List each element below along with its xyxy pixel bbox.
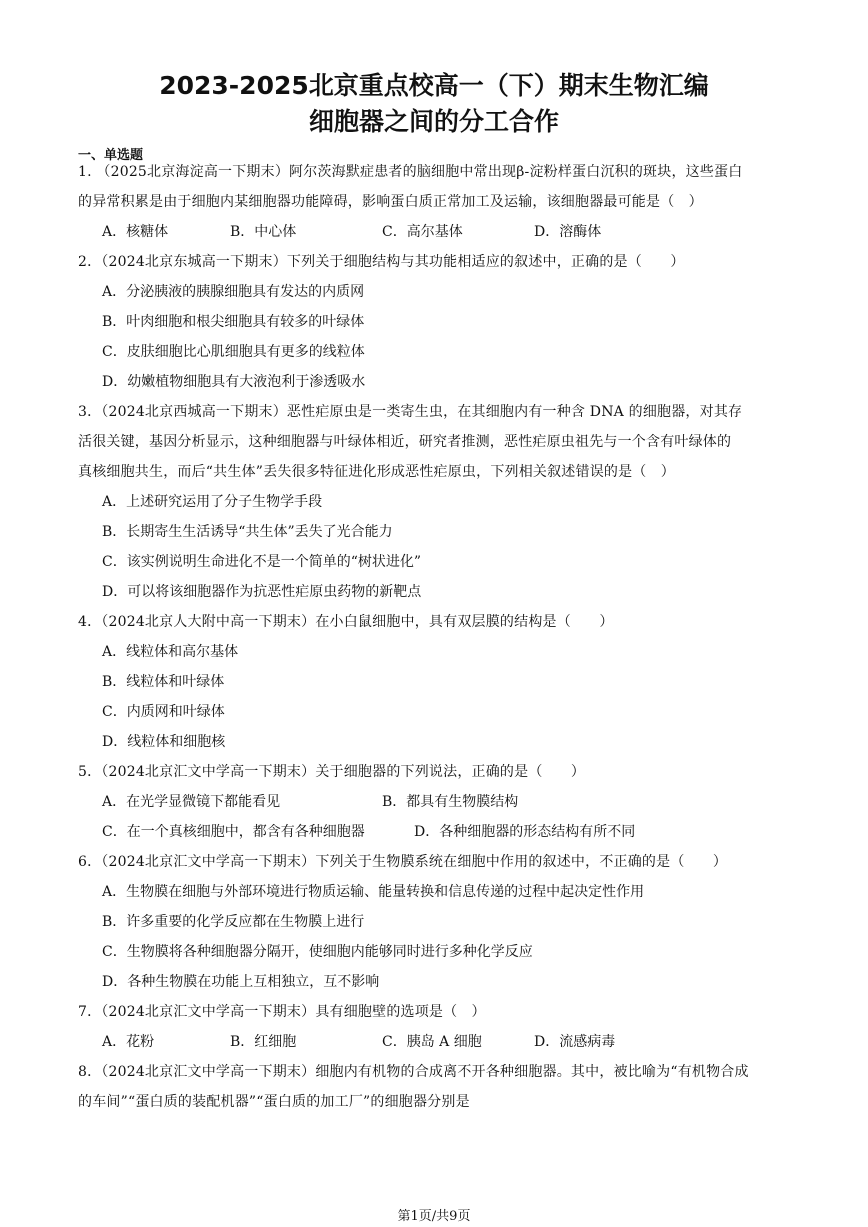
- question-7-option-a: A．花粉: [102, 1034, 155, 1050]
- question-2-option-b: B．叶肉细胞和根尖细胞具有较多的叶绿体: [102, 314, 365, 330]
- page-number: 第1页/共9页: [397, 1209, 471, 1224]
- question-1-option-d: D．溶酶体: [534, 224, 602, 240]
- page-title: 2023-2025北京重点校高一（下）期末生物汇编: [159, 71, 709, 100]
- question-8-line-1: 8．（2024北京汇文中学高一下期末）细胞内有机物的合成离不开各种细胞器。其中，被比喻为“有机物合成: [78, 1064, 749, 1080]
- question-5-option-c: C．在一个真核细胞中，都含有各种细胞器: [102, 824, 365, 840]
- question-6-option-b: B．许多重要的化学反应都在生物膜上进行: [102, 914, 365, 930]
- question-8-line-2: 的车间”“蛋白质的装配机器”“蛋白质的加工厂”的细胞器分别是: [78, 1094, 470, 1110]
- question-7-option-d: D．流感病毒: [534, 1034, 616, 1050]
- question-3-option-c: C．该实例说明生命进化不是一个简单的“树状进化”: [102, 554, 422, 570]
- question-7-option-c: C．胰岛 A 细胞: [382, 1034, 482, 1050]
- question-3-line-1: 3．（2024北京西城高一下期末）恶性疟原虫是一类寄生虫，在其细胞内有一种含 DNA 的细胞器，对其存: [78, 404, 743, 420]
- question-1-line-1: 1. （2025北京海淀高一下期末）阿尔茨海默症患者的脑细胞中常出现β-淀粉样蛋白沉积的斑块，这些蛋白: [78, 164, 743, 180]
- question-4-option-c: C．内质网和叶绿体: [102, 704, 225, 720]
- question-5-option-a: A．在光学显微镜下都能看见: [102, 794, 281, 810]
- question-5-option-d: D．各种细胞器的形态结构有所不同: [414, 824, 636, 840]
- question-4-line-1: 4．（2024北京人大附中高一下期末）在小白鼠细胞中，具有双层膜的结构是（ ）: [78, 614, 614, 630]
- question-4-option-b: B．线粒体和叶绿体: [102, 674, 225, 690]
- page-subtitle: 细胞器之间的分工合作: [308, 107, 559, 136]
- question-3-line-2: 活很关键，基因分析显示，这种细胞器与叶绿体相近，研究者推测，恶性疟原虫祖先与一个含有叶绿体的: [78, 434, 732, 450]
- question-2-option-c: C．皮肤细胞比心肌细胞具有更多的线粒体: [102, 344, 365, 360]
- question-4-option-a: A．线粒体和高尔基体: [102, 644, 239, 660]
- question-3-option-b: B．长期寄生生活诱导“共生体”丢失了光合能力: [102, 524, 393, 540]
- question-1-line-2: 的异常积累是由于细胞内某细胞器功能障碍，影响蛋白质正常加工及运输，该细胞器最可能是（ ）: [78, 194, 703, 210]
- question-1-option-a: A．核糖体: [102, 224, 169, 240]
- question-3-line-3: 真核细胞共生，而后“共生体”丢失很多特征进化形成恶性疟原虫，下列相关叙述错误的是（ ）: [78, 464, 675, 480]
- question-5-line-1: 5．（2024北京汇文中学高一下期末）关于细胞器的下列说法，正确的是（ ）: [78, 764, 586, 780]
- question-3-option-a: A．上述研究运用了分子生物学手段: [102, 494, 323, 510]
- question-7-option-b: B．红细胞: [230, 1034, 297, 1050]
- question-6-option-d: D．各种生物膜在功能上互相独立，互不影响: [102, 974, 380, 990]
- question-7-line-1: 7．（2024北京汇文中学高一下期末）具有细胞壁的选项是（ ）: [78, 1004, 486, 1020]
- question-6-line-1: 6．（2024北京汇文中学高一下期末）下列关于生物膜系统在细胞中作用的叙述中，不正确的是（ ）: [78, 854, 728, 870]
- question-3-option-d: D．可以将该细胞器作为抗恶性疟原虫药物的新靶点: [102, 584, 422, 600]
- question-2-option-d: D．幼嫩植物细胞具有大液泡利于渗透吸水: [102, 374, 366, 390]
- question-2-option-a: A．分泌胰液的胰腺细胞具有发达的内质网: [102, 284, 365, 300]
- question-2-line-1: 2．（2024北京东城高一下期末）下列关于细胞结构与其功能相适应的叙述中，正确的是（ ）: [78, 254, 685, 270]
- section-heading: 一、单选题: [78, 148, 144, 163]
- question-1-option-b: B．中心体: [230, 224, 297, 240]
- question-5-option-b: B．都具有生物膜结构: [382, 794, 519, 810]
- question-1-option-c: C．高尔基体: [382, 224, 463, 240]
- question-6-option-c: C．生物膜将各种细胞器分隔开，使细胞内能够同时进行多种化学反应: [102, 944, 533, 960]
- question-6-option-a: A．生物膜在细胞与外部环境进行物质运输、能量转换和信息传递的过程中起决定性作用: [102, 884, 645, 900]
- question-4-option-d: D．线粒体和细胞核: [102, 734, 226, 750]
